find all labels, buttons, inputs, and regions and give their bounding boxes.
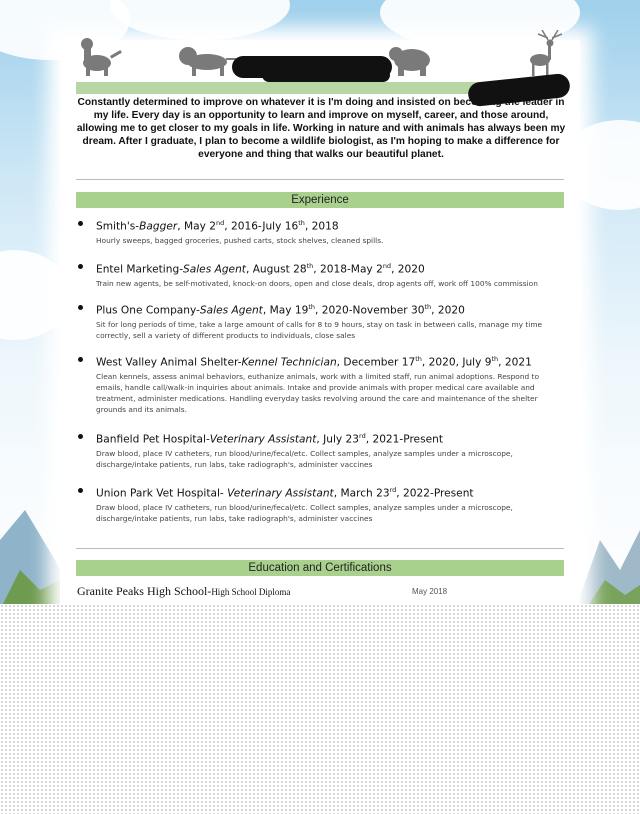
job-entry-4 xyxy=(76,353,566,415)
transparency-pattern xyxy=(0,604,640,814)
job-title: Smith's-Bagger, May 2nd, 2016-July 16th, 2018 xyxy=(96,219,339,233)
job-title: Banfield Pet Hospital-Veterinary Assistant, July 23rd, 2021-Present xyxy=(96,432,443,446)
experience-header: Experience xyxy=(76,192,564,208)
job-entry-6 xyxy=(76,484,566,524)
education-entry xyxy=(77,584,290,599)
mountains-right xyxy=(575,510,640,610)
job-entry-1 xyxy=(76,217,566,246)
bullet-icon xyxy=(78,434,83,439)
school-name: Granite Peaks High School- xyxy=(77,584,212,598)
deer-icon xyxy=(530,30,562,76)
job-entry-3 xyxy=(76,301,566,341)
job-title: Union Park Vet Hospital- Veterinary Assistant, March 23rd, 2022-Present xyxy=(96,486,474,500)
lion-icon xyxy=(179,47,236,76)
bullet-icon xyxy=(78,305,83,310)
job-description: Clean kennels, assess animal behaviors, euthanize animals, work with a limited staff, run animal adoptions. Respond to emails, handle call/walk-in inquiries about animals. Intake and provide animals with proper medical care available and treatment, administer medications. Handling everyday tasks revolving around the care and maintenance of the shelter grounds and its animals. xyxy=(96,371,539,415)
bullet-icon xyxy=(78,264,83,269)
job-title: Entel Marketing-Sales Agent, August 28th, 2018-May 2nd, 2020 xyxy=(96,262,425,276)
redaction-mark xyxy=(262,68,390,82)
profile-summary: Constantly determined to improve on whatever it is I'm doing and insisted on becoming the leader in my life. Every day is an opportunity to learn and improve on myself, career, and those around, allowing me to get closer to my goals in life. Working in nature and with animals has always been my dream. After I graduate, I plan to become a wildlife biologist, as I'm hoping to make a difference for everyone and thing that walks our beautiful planet. xyxy=(76,97,566,160)
job-entry-5 xyxy=(76,430,566,470)
job-description: Draw blood, place IV catheters, run blood/urine/fecal/etc. Collect samples, analyze samples under a microscope, discharge/intake patients, run labs, take radiograph's, administer vaccines xyxy=(96,448,513,469)
job-title: Plus One Company-Sales Agent, May 19th, 2020-November 30th, 2020 xyxy=(96,303,465,317)
bullet-icon xyxy=(78,488,83,493)
section-divider xyxy=(76,548,564,549)
bullet-icon xyxy=(78,357,83,362)
job-description: Sit for long periods of time, take a large amount of calls for 8 to 9 hours, stay on task in between calls, manage my time correctly, sell a variety of different products to individuals, close sales xyxy=(96,319,543,340)
education-date: May 2018 xyxy=(412,587,448,596)
job-title: West Valley Animal Shelter-Kennel Technician, December 17th, 2020, July 9th, 2021 xyxy=(96,355,532,369)
dog-icon xyxy=(81,38,122,76)
bear-icon xyxy=(389,47,430,76)
job-entry-2 xyxy=(76,260,566,289)
degree: High School Diploma xyxy=(211,587,291,597)
education-header: Education and Certifications xyxy=(76,560,564,576)
job-description: Train new agents, be self-motivated, knock-on doors, open and close deals, drop agents off, work off 100% commission xyxy=(96,278,538,288)
section-divider xyxy=(76,179,564,180)
job-description: Hourly sweeps, bagged groceries, pushed carts, stock shelves, cleaned spills. xyxy=(96,235,384,245)
job-description: Draw blood, place IV catheters, run blood/urine/fecal/etc. Collect samples, analyze samples under a microscope, discharge/intake patients, run labs, take radiograph's, administer vaccines xyxy=(96,502,513,523)
bullet-icon xyxy=(78,221,83,226)
